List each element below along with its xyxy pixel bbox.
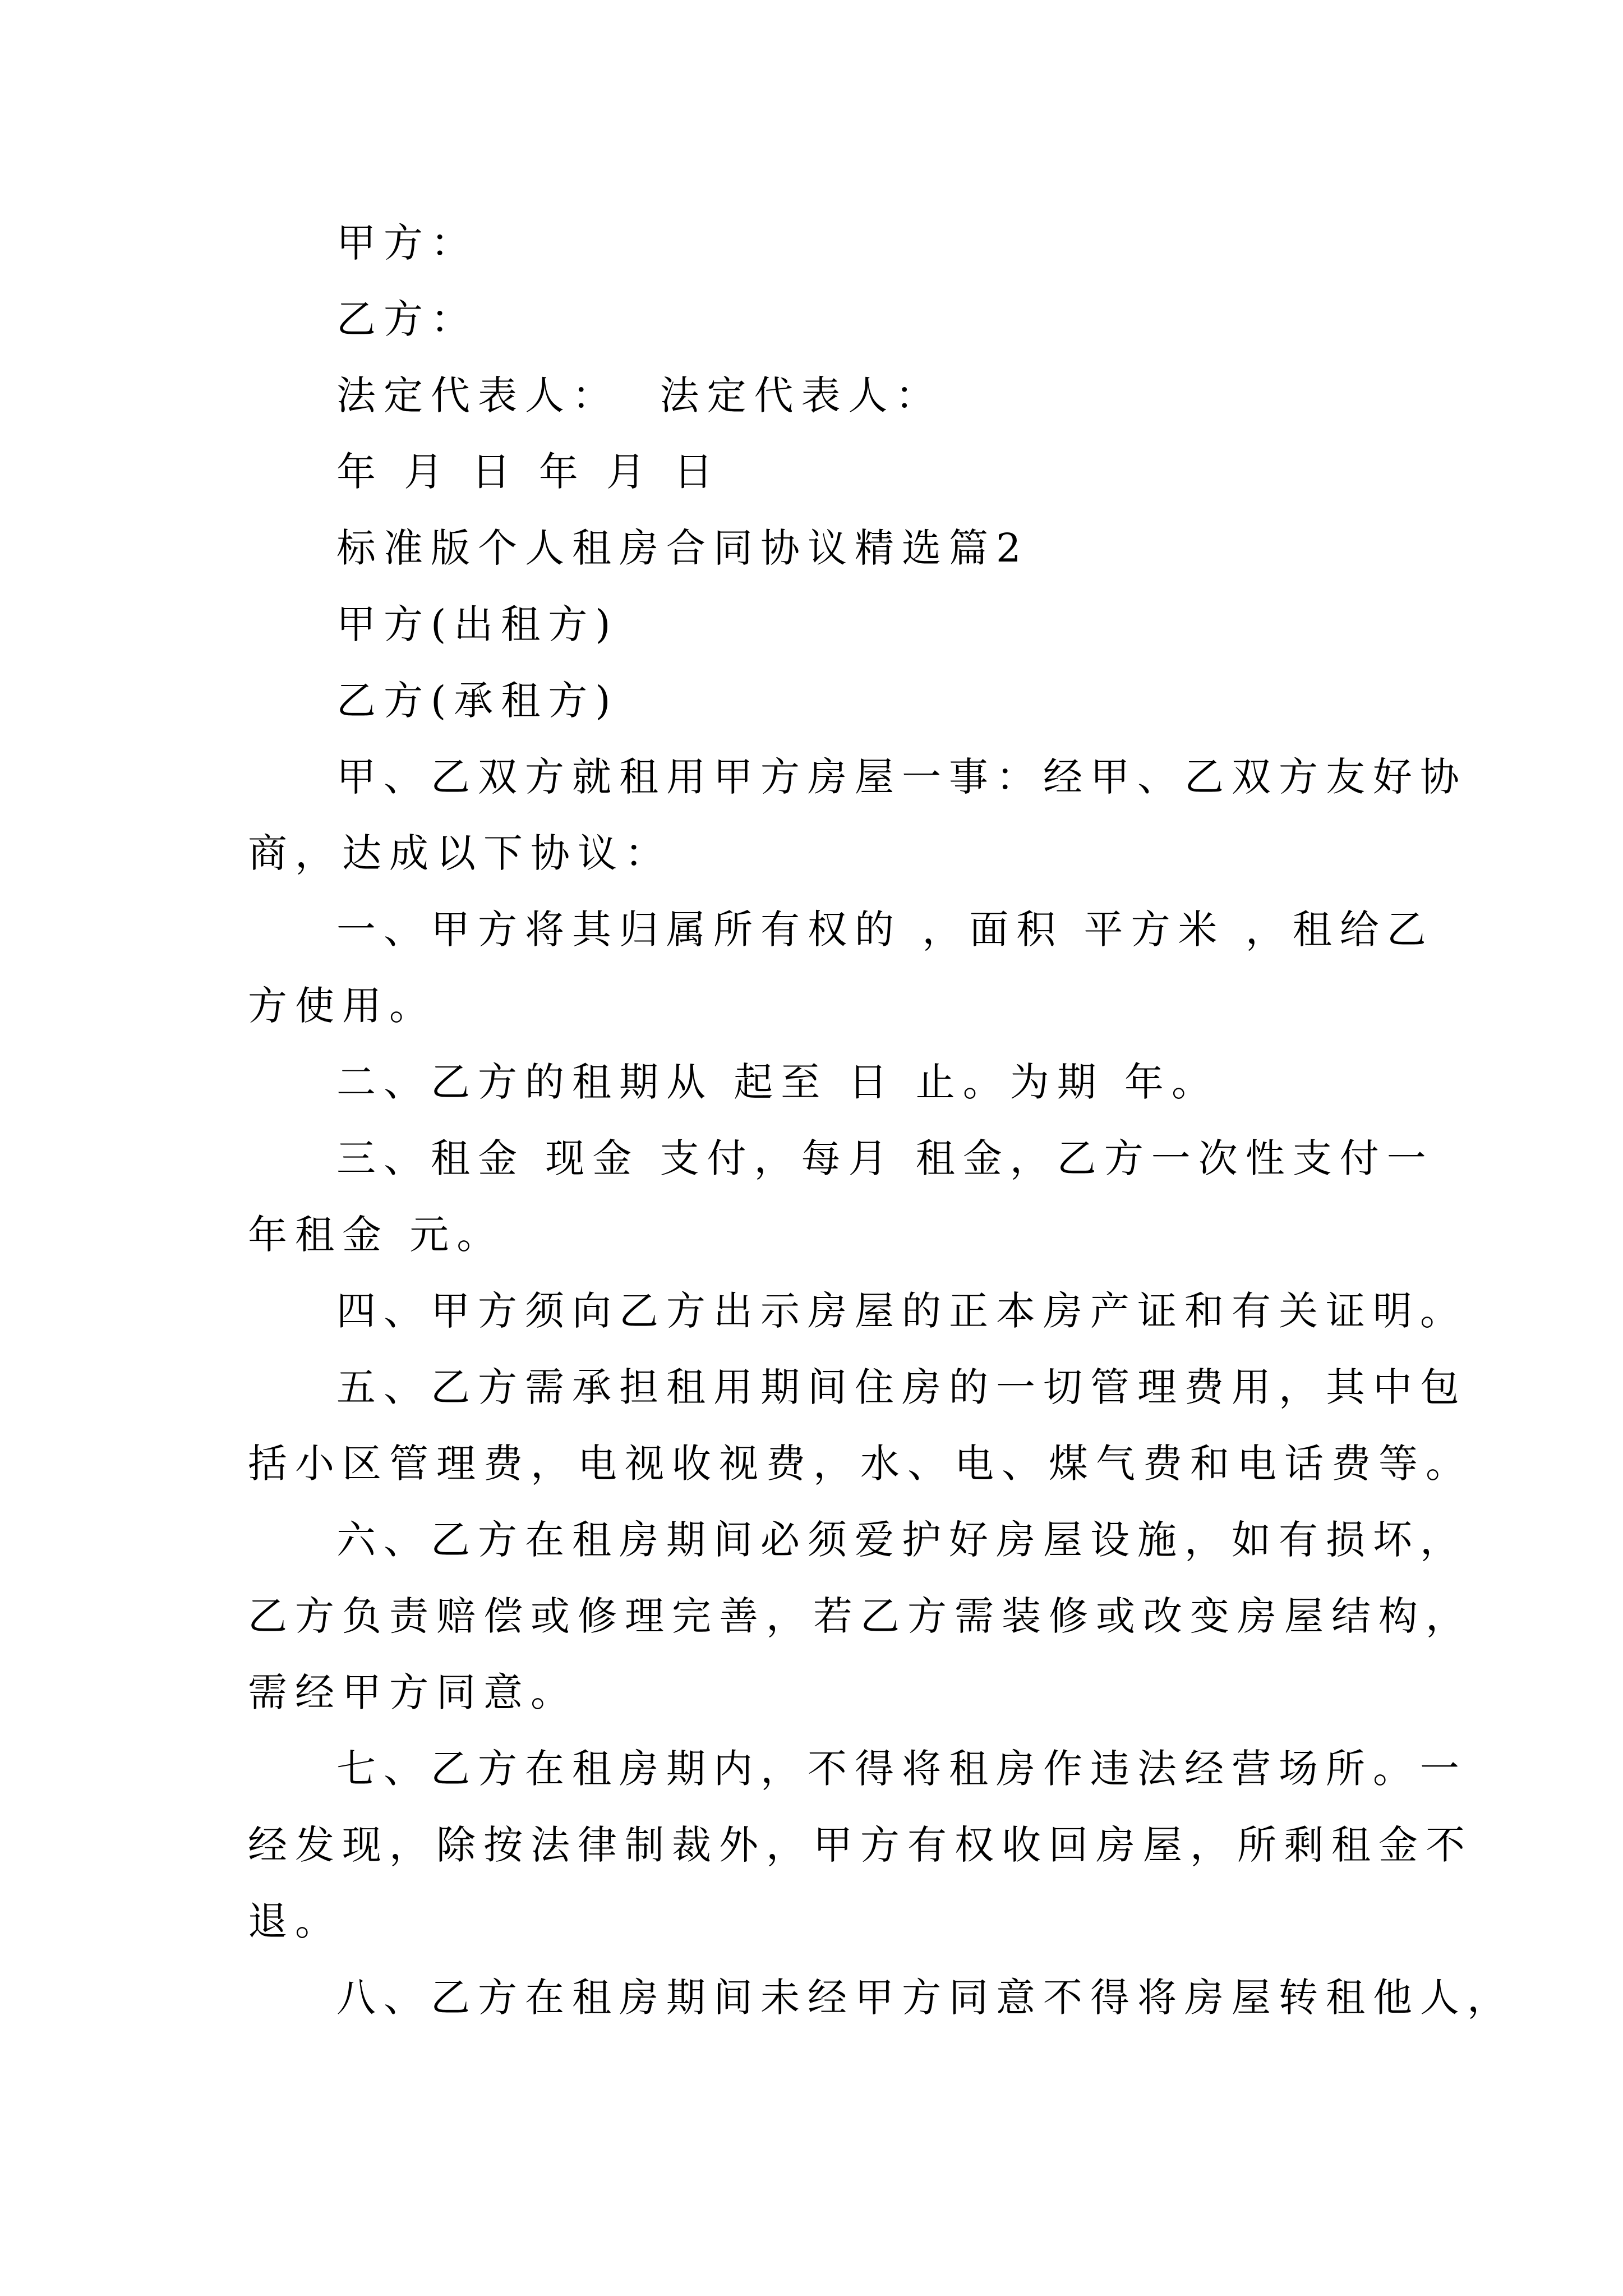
clause-1-line-2: 方使用。 (248, 983, 436, 1029)
clause-1-line-1: 一、甲方将其归属所有权的 ，面积 平方米 ，租给乙 (336, 907, 1434, 953)
clause-6-line-1: 六、乙方在租房期间必须爱护好房屋设施，如有损坏， (336, 1517, 1467, 1563)
clause-6-line-3: 需经甲方同意。 (248, 1669, 578, 1715)
date-line: 年 月 日 年 月 日 (336, 449, 721, 495)
clause-8-line-1: 八、乙方在租房期间未经甲方同意不得将房屋转租他人， (336, 1975, 1514, 2021)
clause-2-line-1: 二、乙方的租期从 起至 日 止。为期 年。 (336, 1059, 1219, 1105)
intro-paragraph-line-2: 商，达成以下协议： (248, 830, 672, 876)
intro-paragraph-line-1: 甲、乙双方就租用甲方房屋一事：经甲、乙双方友好协 (336, 754, 1467, 800)
legal-representative-line: 法定代表人： 法定代表人： (336, 372, 943, 418)
section-title: 标准版个人租房合同协议精选篇2 (336, 525, 1029, 571)
clause-3-line-2: 年租金 元。 (248, 1212, 504, 1258)
clause-3-line-1: 三、租金 现金 支付，每月 租金，乙方一次性支付一 (336, 1135, 1434, 1181)
clause-7-line-2: 经发现，除按法律制裁外，甲方有权收回房屋，所剩租金不 (248, 1822, 1473, 1868)
clause-7-line-1: 七、乙方在租房期内，不得将租房作违法经营场所。一 (336, 1746, 1467, 1792)
clause-7-line-3: 退。 (248, 1898, 342, 1944)
clause-5-line-1: 五、乙方需承担租用期间住房的一切管理费用，其中包 (336, 1364, 1467, 1410)
clause-4-line-1: 四、甲方须向乙方出示房屋的正本房产证和有关证明。 (336, 1288, 1467, 1334)
clause-5-line-2: 括小区管理费，电视收视费，水、电、煤气费和电话费等。 (248, 1441, 1473, 1487)
party-b-line: 乙方： (336, 296, 478, 342)
clause-6-line-2: 乙方负责赔偿或修理完善，若乙方需装修或改变房屋结构， (248, 1593, 1473, 1639)
lessor-line: 甲方(出租方) (336, 601, 619, 647)
party-a-line: 甲方： (336, 220, 478, 266)
lessee-line: 乙方(承租方) (336, 678, 619, 724)
